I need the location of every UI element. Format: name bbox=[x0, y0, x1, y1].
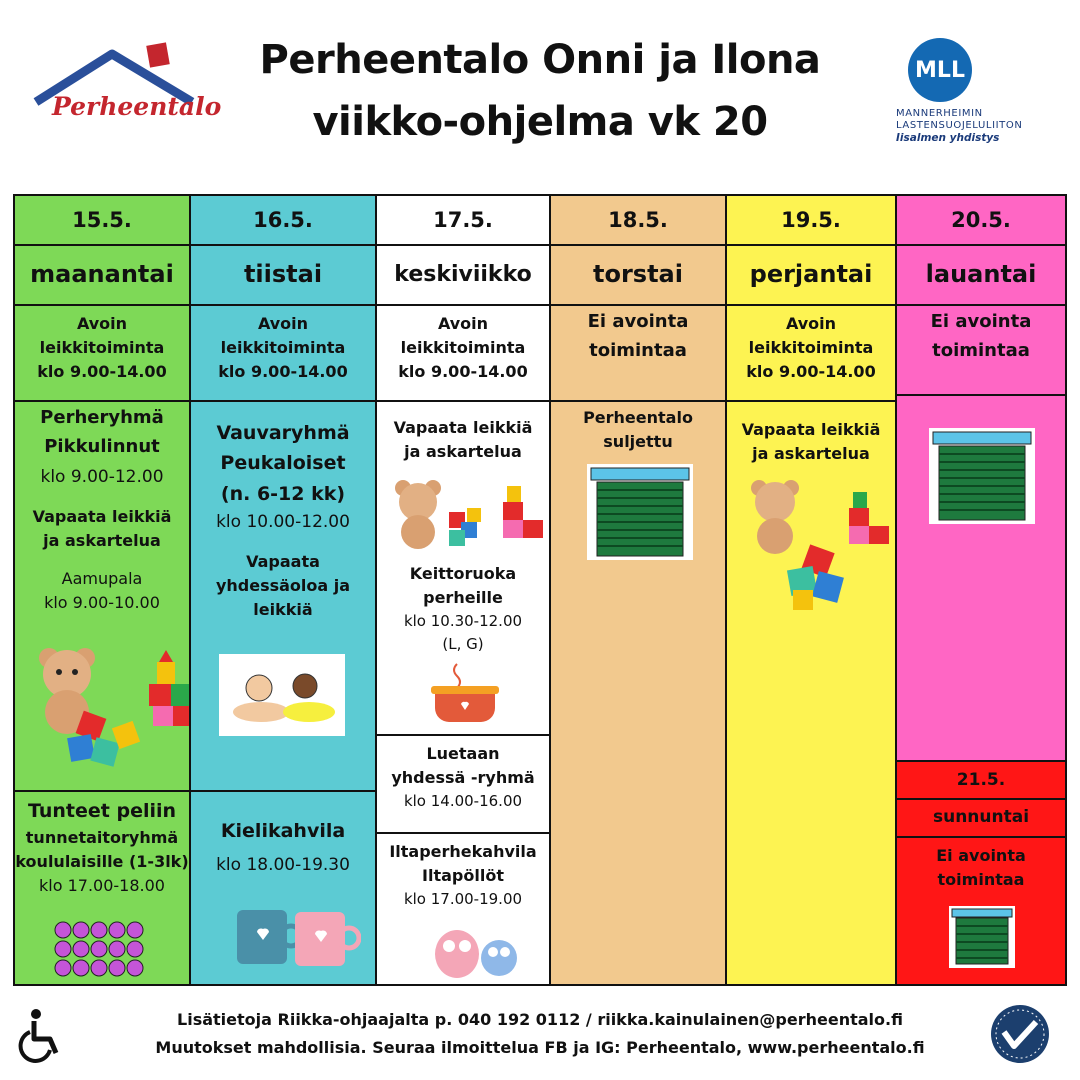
activity-text: Vapaata bbox=[246, 552, 320, 572]
mll-line3: Iisalmen yhdistys bbox=[896, 132, 1000, 144]
closed-shutter-icon bbox=[587, 464, 693, 560]
reading-group-wednesday bbox=[377, 742, 549, 813]
sunday-section bbox=[897, 760, 1065, 984]
column-thursday bbox=[551, 196, 727, 984]
toy-blocks-icon bbox=[849, 492, 889, 544]
divider bbox=[377, 734, 549, 736]
breakfast-label: Aamupala bbox=[61, 568, 143, 588]
column-wednesday bbox=[377, 196, 551, 984]
closed-shutter-icon bbox=[949, 906, 1015, 968]
mll-logo bbox=[880, 38, 1060, 148]
group-name: Iltaperhekahvila bbox=[389, 842, 537, 861]
group-name: Tunteet peliin bbox=[27, 800, 177, 822]
closed-text: Ei avointa bbox=[930, 311, 1032, 332]
group-name: yhdessä -ryhmä bbox=[391, 768, 535, 787]
closed-text: Ei avointa bbox=[587, 311, 689, 332]
closed-text: toimintaa bbox=[932, 339, 1030, 361]
divider bbox=[377, 400, 549, 402]
date-sunday: 21.5. bbox=[897, 762, 1065, 800]
date-monday: 15.5. bbox=[15, 196, 189, 246]
meal-time: klo 10.30-12.00 bbox=[403, 612, 523, 630]
closed-text: Perheentalo bbox=[583, 408, 693, 427]
open-time: klo 9.00-14.00 bbox=[398, 362, 528, 381]
closed-text: Ei avointa bbox=[936, 846, 1026, 865]
baby-group-tuesday bbox=[191, 418, 375, 622]
activity-text: Vapaata leikkiä bbox=[741, 420, 881, 439]
free-play-friday bbox=[727, 418, 895, 466]
day-wednesday: keskiviikko bbox=[377, 244, 549, 306]
coffee-mugs-icon bbox=[231, 886, 361, 972]
puzzle-icon bbox=[787, 544, 844, 610]
closed-shutter-icon bbox=[929, 428, 1035, 524]
house-closed-thursday bbox=[551, 406, 725, 454]
closed-text: toimintaa bbox=[937, 870, 1025, 889]
page-title-line2: viikko-ohjelma vk 20 bbox=[312, 99, 768, 145]
group-name: Kielikahvila bbox=[220, 820, 346, 842]
soup-lunch-wednesday bbox=[377, 562, 549, 655]
activity-text: Vapaata leikkiä bbox=[393, 418, 533, 437]
column-monday bbox=[15, 196, 191, 984]
group-desc: koululaisille (1-3lk) bbox=[15, 852, 189, 872]
date-tuesday: 16.5. bbox=[191, 196, 375, 246]
open-label: Avoin bbox=[257, 314, 309, 333]
mll-abbr: MLL bbox=[908, 38, 972, 102]
date-wednesday: 17.5. bbox=[377, 196, 549, 246]
open-play-wednesday bbox=[377, 312, 549, 384]
open-label: leikkitoiminta bbox=[400, 338, 526, 357]
babies-icon bbox=[219, 654, 345, 736]
column-friday bbox=[727, 196, 897, 984]
toy-blocks-icon bbox=[503, 486, 543, 538]
group-time: klo 14.00-16.00 bbox=[403, 792, 523, 810]
group-age: (n. 6-12 kk) bbox=[220, 482, 346, 505]
owls-icon bbox=[421, 926, 531, 980]
activity-text: ja askartelua bbox=[752, 444, 870, 463]
meal-name: Keittoruoka bbox=[409, 564, 517, 583]
free-play-wednesday bbox=[377, 416, 549, 464]
group-name: Pikkulinnut bbox=[44, 435, 160, 457]
emoji-faces-icon bbox=[53, 920, 153, 980]
footer-contact: Lisätietoja Riikka-ohjaajalta p. 040 192 0112 / riikka.kainulainen@perheentalo.fi bbox=[177, 1010, 903, 1029]
divider bbox=[191, 400, 375, 402]
group-desc: tunnetaitoryhmä bbox=[25, 828, 179, 848]
logo-left-text: Perheentalo bbox=[52, 92, 222, 121]
closed-thursday bbox=[551, 308, 725, 366]
toys-illustration bbox=[387, 478, 547, 554]
mll-line1: MANNERHEIMIN bbox=[896, 108, 983, 119]
day-saturday: lauantai bbox=[897, 244, 1065, 306]
evening-cafe-wednesday bbox=[377, 840, 549, 911]
open-label: leikkitoiminta bbox=[220, 338, 346, 357]
group-time: klo 18.00-19.30 bbox=[216, 855, 350, 876]
closed-text: suljettu bbox=[603, 432, 673, 451]
day-sunday: sunnuntai bbox=[897, 798, 1065, 838]
toy-blocks-icon bbox=[149, 650, 189, 726]
group-name: Perheryhmä bbox=[40, 407, 164, 428]
group-name: Luetaan bbox=[426, 744, 500, 763]
breakfast-time: klo 9.00-10.00 bbox=[44, 592, 160, 612]
language-cafe-tuesday bbox=[191, 816, 375, 880]
open-play-tuesday bbox=[191, 312, 375, 384]
toys-illustration bbox=[29, 644, 189, 774]
group-time: klo 9.00-12.00 bbox=[40, 466, 164, 487]
closed-text: toimintaa bbox=[589, 339, 687, 361]
divider bbox=[15, 790, 189, 792]
activity-text: leikkiä bbox=[253, 600, 313, 620]
date-thursday: 18.5. bbox=[551, 196, 725, 246]
divider bbox=[15, 400, 189, 402]
open-time: klo 9.00-14.00 bbox=[218, 362, 348, 381]
date-saturday: 20.5. bbox=[897, 196, 1065, 246]
group-name: Iltapöllöt bbox=[422, 866, 504, 885]
open-play-monday bbox=[15, 312, 189, 384]
puzzle-icon bbox=[449, 508, 481, 546]
wheelchair-icon bbox=[18, 1008, 68, 1064]
teddy-bear-icon bbox=[395, 480, 441, 549]
divider bbox=[191, 790, 375, 792]
activity-text: ja askartelua bbox=[43, 530, 161, 550]
divider bbox=[377, 832, 549, 834]
meal-name: perheille bbox=[423, 588, 503, 607]
activity-text: Vapaata leikkiä bbox=[32, 506, 172, 526]
soup-pot-icon bbox=[427, 658, 503, 724]
day-friday: perjantai bbox=[727, 244, 895, 306]
group-name: Vauvaryhmä bbox=[216, 422, 350, 444]
activity-text: yhdessäoloa ja bbox=[215, 576, 351, 596]
date-friday: 19.5. bbox=[727, 196, 895, 246]
day-tuesday: tiistai bbox=[191, 244, 375, 306]
group-time: klo 17.00-18.00 bbox=[39, 876, 165, 896]
column-saturday bbox=[897, 196, 1065, 984]
activity-text: ja askartelua bbox=[404, 442, 522, 461]
divider bbox=[897, 394, 1065, 396]
closed-sunday bbox=[897, 844, 1065, 892]
footer-notice: Muutokset mahdollisia. Seuraa ilmoittelua FB ja IG: Perheentalo, www.perheentalo.fi bbox=[155, 1038, 925, 1057]
teddy-bear-icon bbox=[751, 480, 799, 554]
open-play-friday bbox=[727, 312, 895, 384]
emotions-group-monday bbox=[15, 796, 189, 898]
group-time: klo 17.00-19.00 bbox=[403, 890, 523, 908]
open-label: leikkitoiminta bbox=[39, 338, 165, 357]
open-label: Avoin bbox=[76, 314, 128, 333]
open-label: Avoin bbox=[785, 314, 837, 333]
meal-diet: (L, G) bbox=[442, 634, 484, 653]
day-monday: maanantai bbox=[15, 244, 189, 306]
closed-saturday bbox=[897, 308, 1065, 366]
page-title-line1: Perheentalo Onni ja Ilona bbox=[259, 37, 821, 83]
open-label: leikkitoiminta bbox=[748, 338, 874, 357]
toys-illustration bbox=[745, 478, 895, 618]
column-tuesday bbox=[191, 196, 377, 984]
group-name: Peukaloiset bbox=[220, 452, 346, 475]
badge-icon bbox=[990, 1004, 1050, 1064]
open-time: klo 9.00-14.00 bbox=[37, 362, 167, 381]
family-group-monday bbox=[15, 404, 189, 615]
schedule-grid bbox=[13, 194, 1067, 986]
open-label: Avoin bbox=[437, 314, 489, 333]
divider bbox=[551, 400, 725, 402]
open-time: klo 9.00-14.00 bbox=[746, 362, 876, 381]
mll-line2: LASTENSUOJELULIITON bbox=[896, 120, 1023, 131]
divider bbox=[727, 400, 895, 402]
group-time: klo 10.00-12.00 bbox=[216, 512, 350, 533]
day-thursday: torstai bbox=[551, 244, 725, 306]
